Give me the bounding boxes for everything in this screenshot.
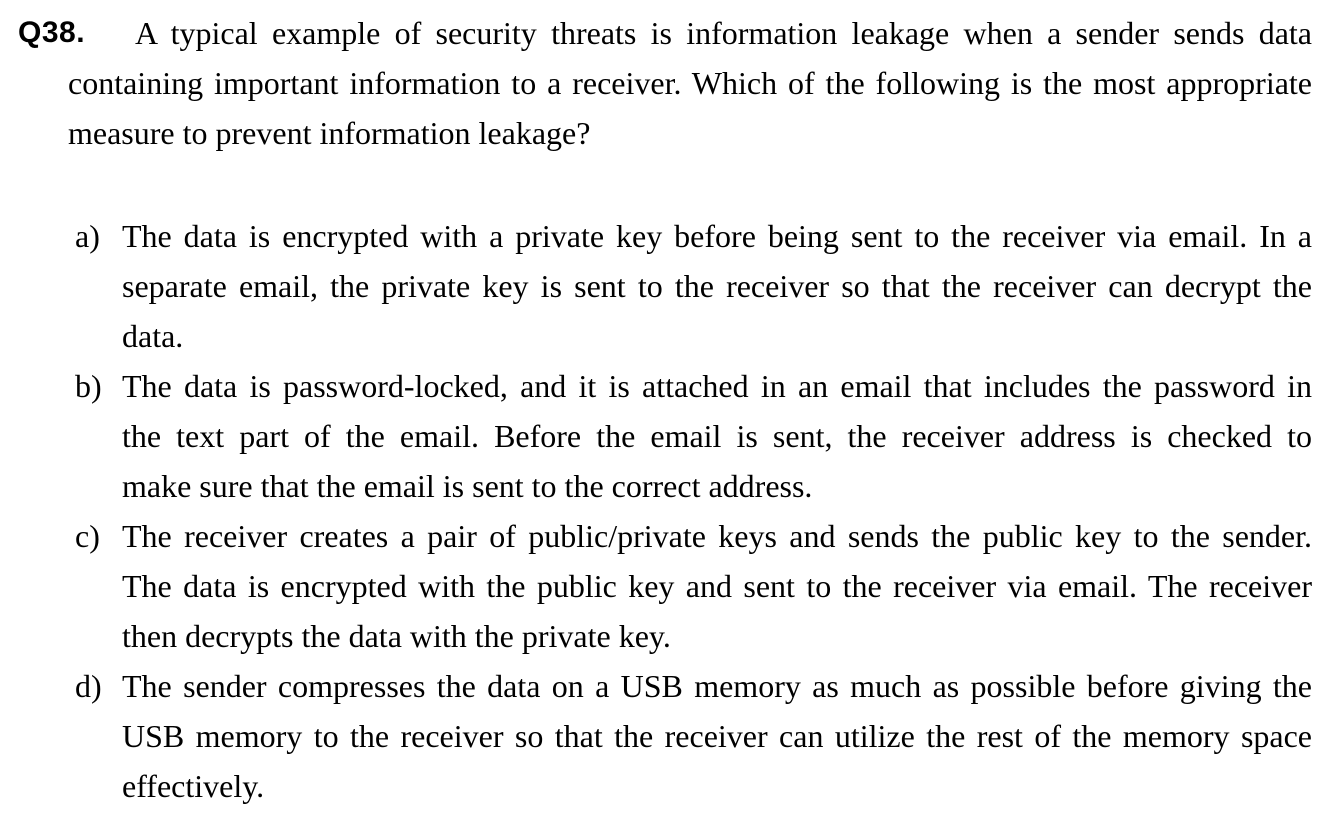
text-line: b) The data is password-locked, and it is attached in an email that includes the password in	[75, 361, 1312, 411]
question-number: Q38.	[18, 16, 86, 49]
text-line: make sure that the email is sent to the correct address.	[122, 468, 813, 504]
option-label-d: d)	[75, 668, 102, 704]
option-label-b: b)	[75, 368, 102, 404]
text-line: then decrypts the data with the private key.	[122, 618, 671, 654]
options-list	[18, 211, 1312, 811]
text-line: measure to prevent information leakage?	[68, 115, 591, 151]
option-label-a: a)	[75, 218, 100, 254]
option-item-b	[75, 361, 1312, 511]
text-line: Q38. A typical example of security threats is information leakage when a sender sends data	[18, 8, 1312, 58]
question-block	[18, 8, 1312, 158]
text-line: separate email, the private key is sent to the receiver so that the receiver can decrypt the	[122, 268, 1312, 304]
text-line: The data is encrypted with the public key and sent to the receiver via email. The receiver	[122, 568, 1312, 604]
text-line: d) The sender compresses the data on a USB memory as much as possible before giving the	[75, 661, 1312, 711]
option-item-d	[75, 661, 1312, 811]
text-line: containing important information to a receiver. Which of the following is the most appropriate	[68, 65, 1312, 101]
text-line: a) The data is encrypted with a private key before being sent to the receiver via email. In a	[75, 211, 1312, 261]
text-line: effectively.	[122, 768, 265, 804]
text-line: USB memory to the receiver so that the receiver can utilize the rest of the memory space	[122, 718, 1312, 754]
option-label-c: c)	[75, 518, 100, 554]
text-line: c) The receiver creates a pair of public/private keys and sends the public key to the sender.	[75, 511, 1312, 561]
text-line: data.	[122, 318, 184, 354]
option-item-a	[75, 211, 1312, 361]
option-item-c	[75, 511, 1312, 661]
text-line: the text part of the email. Before the email is sent, the receiver address is checked to	[122, 418, 1312, 454]
